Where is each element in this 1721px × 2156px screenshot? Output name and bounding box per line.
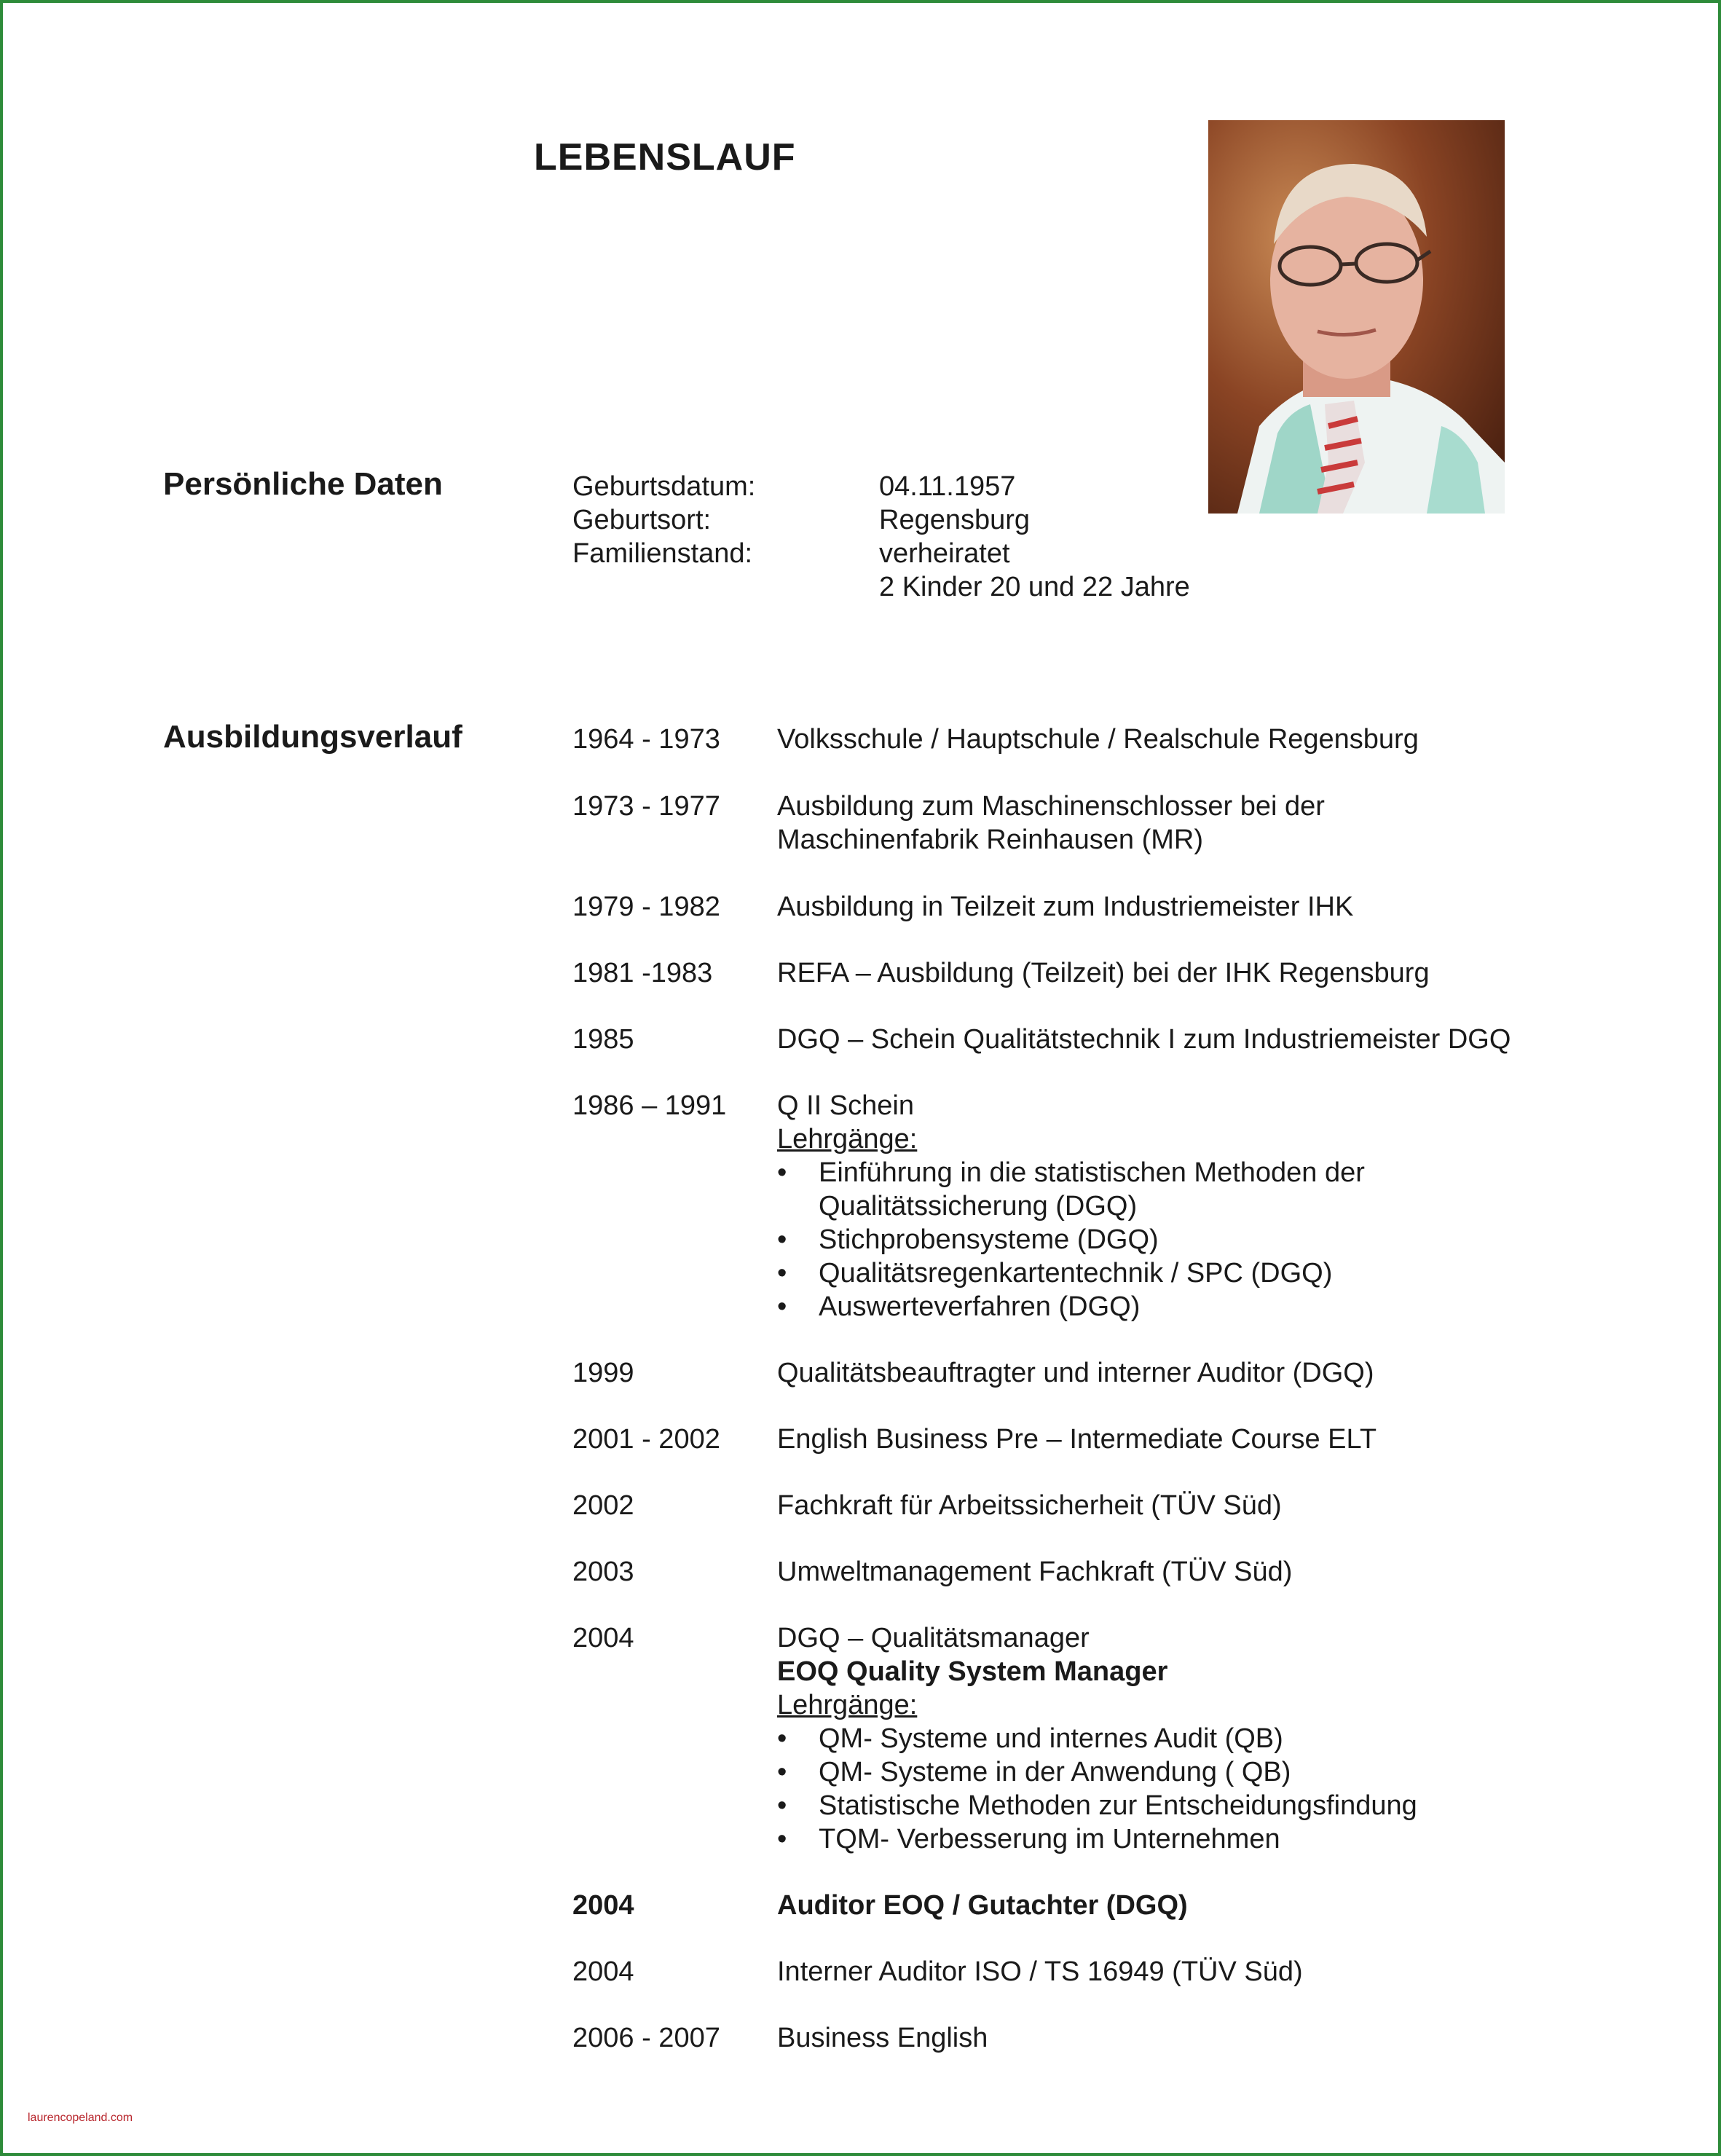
bullet-icon: •: [777, 1291, 787, 1322]
education-year: 2003: [572, 1557, 634, 1587]
education-year: 1973 - 1977: [572, 791, 720, 822]
bullet-icon: •: [777, 1258, 787, 1289]
education-text: DGQ – Qualitätsmanager: [777, 1623, 1090, 1653]
bullet-icon: •: [777, 1224, 787, 1255]
education-text: Business English: [777, 2023, 988, 2053]
education-year: 1981 -1983: [572, 958, 713, 988]
education-year: 2002: [572, 1490, 634, 1521]
bullet-icon: •: [777, 1824, 787, 1854]
education-year: 1985: [572, 1024, 634, 1055]
education-text: Ausbildung in Teilzeit zum Industriemeister IHK: [777, 892, 1354, 922]
education-text: Fachkraft für Arbeitssicherheit (TÜV Süd): [777, 1490, 1282, 1521]
bullet-item: Statistische Methoden zur Entscheidungsfindung: [819, 1790, 1417, 1821]
education-year: 1979 - 1982: [572, 892, 720, 922]
education-text: Volksschule / Hauptschule / Realschule Regensburg: [777, 724, 1419, 755]
bullet-item: Auswerteverfahren (DGQ): [819, 1291, 1141, 1322]
education-year: 1999: [572, 1358, 634, 1388]
education-year: 2006 - 2007: [572, 2023, 720, 2053]
watermark: laurencopeland.com: [28, 2112, 133, 2124]
bullet-item: Qualitätsregenkartentechnik / SPC (DGQ): [819, 1258, 1333, 1289]
education-text: DGQ – Schein Qualitätstechnik I zum Industriemeister DGQ: [777, 1024, 1511, 1055]
birthdate-label: Geburtsdatum:: [572, 471, 756, 502]
birthplace-label: Geburtsort:: [572, 505, 712, 535]
marital-status-label: Familienstand:: [572, 538, 753, 569]
education-year: 1964 - 1973: [572, 724, 720, 755]
children-value: 2 Kinder 20 und 22 Jahre: [879, 572, 1190, 602]
birthplace-value: Regensburg: [879, 505, 1031, 535]
bullet-icon: •: [777, 1757, 787, 1787]
bullet-item: QM- Systeme in der Anwendung ( QB): [819, 1757, 1291, 1787]
courses-label: Lehrgänge:: [777, 1690, 918, 1720]
marital-status-value: verheiratet: [879, 538, 1010, 569]
education-text: Ausbildung zum Maschinenschlosser bei der: [777, 791, 1325, 822]
education-text: Umweltmanagement Fachkraft (TÜV Süd): [777, 1557, 1293, 1587]
bullet-item: QM- Systeme und internes Audit (QB): [819, 1723, 1283, 1754]
courses-label: Lehrgänge:: [777, 1124, 918, 1154]
education-year: 2001 - 2002: [572, 1424, 720, 1455]
education-text: Q II Schein: [777, 1090, 914, 1121]
page-title: LEBENSLAUF: [534, 136, 796, 178]
bullet-item: Qualitätssicherung (DGQ): [819, 1191, 1138, 1221]
education-year: 1986 – 1991: [572, 1090, 727, 1121]
education-year: 2004: [572, 1623, 634, 1653]
bullet-icon: •: [777, 1723, 787, 1754]
education-text: Maschinenfabrik Reinhausen (MR): [777, 825, 1204, 855]
education-text-bold: EOQ Quality System Manager: [777, 1656, 1168, 1687]
education-year: 2004: [572, 1956, 634, 1987]
education-text: Qualitätsbeauftragter und interner Auditor (DGQ): [777, 1358, 1374, 1388]
education-text: Interner Auditor ISO / TS 16949 (TÜV Süd): [777, 1956, 1303, 1987]
portrait-photo: [1208, 120, 1505, 514]
education-text: REFA – Ausbildung (Teilzeit) bei der IHK Regensburg: [777, 958, 1430, 988]
bullet-item: TQM- Verbesserung im Unternehmen: [819, 1824, 1280, 1854]
education-text-bold: Auditor EOQ / Gutachter (DGQ): [777, 1890, 1188, 1921]
personal-data-heading: Persönliche Daten: [163, 466, 443, 502]
education-year-bold: 2004: [572, 1890, 634, 1921]
education-text: English Business Pre – Intermediate Course ELT: [777, 1424, 1377, 1455]
birthdate-value: 04.11.1957: [879, 471, 1016, 502]
bullet-item: Stichprobensysteme (DGQ): [819, 1224, 1159, 1255]
bullet-icon: •: [777, 1790, 787, 1821]
bullet-item: Einführung in die statistischen Methoden der: [819, 1157, 1365, 1188]
education-heading: Ausbildungsverlauf: [163, 719, 462, 755]
bullet-icon: •: [777, 1157, 787, 1188]
